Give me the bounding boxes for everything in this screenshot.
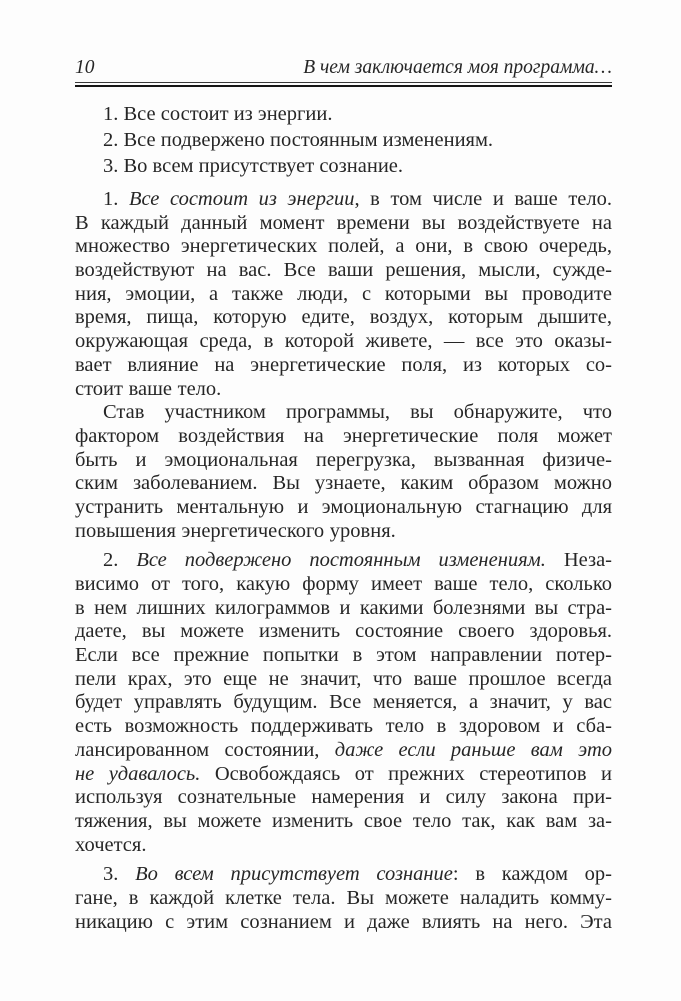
text-run: быть и эмоциональная перегрузка, вызванная физиче- [75,448,612,471]
text-run: даете, вы можете изменить состояние своего здоровья. [75,620,612,643]
text-line [75,378,612,402]
text-run: множество энергетических полей, а они, в свою очередь, [75,235,612,258]
page-body [75,188,612,934]
text-run: пели крах, это еще не значит, что ваше прошлое всегда [75,667,612,690]
text-line [75,668,612,692]
italic-text-run: Все состоит из энергии [128,188,355,210]
header-rule [75,82,612,87]
italic-text-run: Все подвержено постоянным изменениям. [136,549,546,572]
text-line [75,449,612,473]
text-run: никацию с этим сознанием и даже влиять на него. Эта [75,910,612,933]
text-line [75,354,612,378]
text-line [75,911,612,935]
paragraph [75,549,612,857]
text-run: лансированном состоянии, [75,738,335,761]
italic-text-run: не удавалось. [75,762,201,785]
text-run: Освобождаясь от прежних стереотипов и [200,762,612,785]
text-line [75,306,612,330]
text-line [75,425,612,449]
text-run: : в каждом ор- [452,863,612,886]
text-line [75,691,612,715]
intro-list [75,101,612,179]
text-run: ния, эмоции, а также люди, с которыми вы проводите [75,282,612,305]
text-run: вает влияние на энергетические поля, из которых со- [75,353,612,376]
text-line [75,188,612,212]
running-title: В чем заключается моя программа… [303,57,612,78]
text-line [75,283,612,307]
text-line [75,739,612,763]
text-run: 1. [103,188,129,210]
text-line [75,834,612,858]
text-line [75,597,612,621]
text-run: будет управлять будущим. Все меняется, а значит, у вас [75,691,612,714]
text-run: время, пища, которую едите, воздух, которым дышите, [75,306,612,329]
text-run: стоит ваше тело. [75,377,222,400]
text-line [75,520,612,544]
text-run: есть возможность поддерживать тело в здоровом и сба- [75,715,612,738]
text-line [75,863,612,887]
text-line [75,235,612,259]
text-line [75,810,612,834]
text-run: Неза- [545,549,612,572]
text-run: в нем лишних килограммов и какими болезнями вы стра- [75,596,612,619]
text-run: окружающая среда, в которой живете, — все это оказы- [75,330,612,353]
text-line [75,259,612,283]
text-line [75,715,612,739]
text-line [75,549,612,573]
text-line [75,330,612,354]
text-line [75,786,612,810]
running-header [75,57,612,79]
text-run: В каждый данный момент времени вы воздействуете на [75,211,612,234]
text-run: используя сознательные намерения и силу закона при- [75,786,612,809]
text-run: устранить ментальную и эмоциональную стагнацию для [75,495,612,518]
text-line [75,763,612,787]
paragraph [75,863,612,934]
text-run: воздействуют на вас. Все ваши решения, мысли, сужде- [75,259,612,282]
page-number: 10 [75,57,95,78]
page-content [75,57,612,934]
list-item: 3. Во всем присутствует сознание. [103,155,404,177]
text-run: 3. [103,863,136,886]
text-run: , в том числе и ваше тело. [354,188,612,210]
list-item: 2. Все подвержено постоянным изменениям. [103,129,494,151]
text-line [75,212,612,236]
list-item: 1. Все состоит из энергии. [103,103,333,125]
text-run: Став участником программы, вы обнаружите, что [103,401,612,424]
text-line [75,472,612,496]
text-run: Если все прежние попытки в этом направлении потер- [75,644,612,667]
text-line [75,620,612,644]
text-run: фактором воздействия на энергетические поля может [75,424,612,447]
text-line [75,496,612,520]
text-line [75,573,612,597]
text-line [75,644,612,668]
text-run: ским заболеванием. Вы узнаете, каким образом можно [75,472,612,495]
text-line [75,401,612,425]
text-run: тяжения, вы можете изменить свое тело так, как вам за- [75,809,612,832]
text-run: 2. [103,549,137,572]
paragraph [75,401,612,543]
italic-text-run: даже если раньше вам это [334,738,612,761]
text-run: гане, в каждой клетке тела. Вы можете наладить комму- [75,886,612,909]
text-run: хочется. [75,833,147,856]
text-line [75,887,612,911]
italic-text-run: Во всем присутствует сознание [135,863,453,886]
text-run: висимо от того, какую форму имеет ваше тело, сколько [75,573,612,595]
text-run: повышения энергетического уровня. [75,519,396,542]
paragraph [75,188,612,401]
